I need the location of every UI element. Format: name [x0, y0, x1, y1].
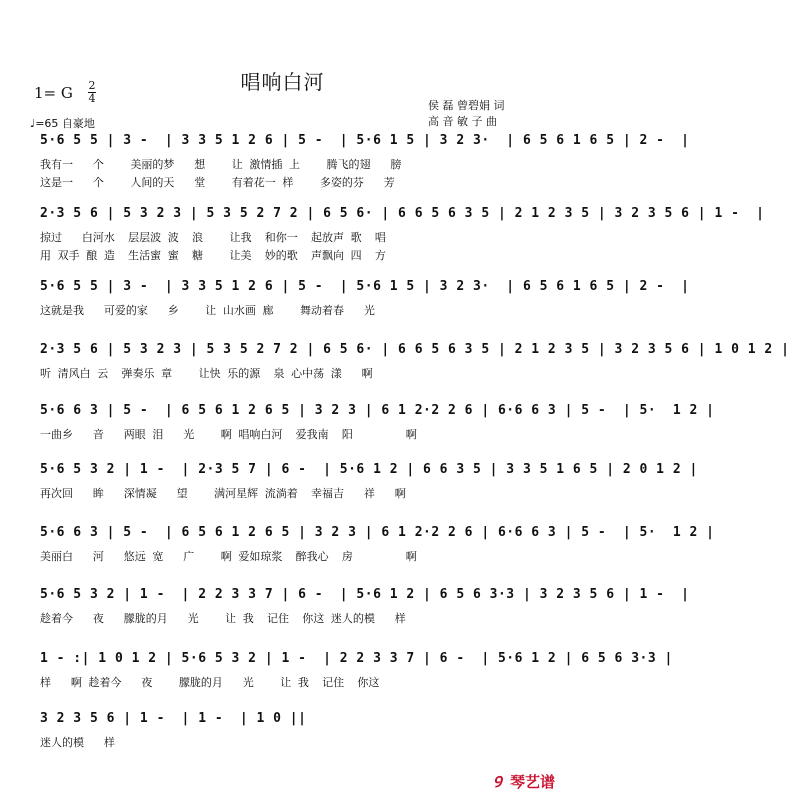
score-line [0, 279, 690, 339]
score-line [0, 206, 765, 266]
time-top: 2 [88, 79, 96, 92]
lyric-line: 一曲乡 音 两眼 泪 光 啊 唱响白河 爱我南 阳 啊 [40, 428, 417, 441]
credits [428, 98, 505, 130]
note-line: 5·6 5 3 2 | 1 - | 2·3 5 7 | 6 - | 5·6 1 2 | 6 6 3 5 | 3 3 5 1 6 5 | 2 0 1 2 | [40, 462, 698, 477]
score-line [0, 651, 673, 711]
score-line [0, 462, 698, 522]
score-line [0, 403, 715, 463]
watermark-logo [493, 771, 555, 792]
logo-icon: Ꝯ [492, 773, 502, 791]
lyric-line: 这就是我 可爱的家 乡 让 山水画 廊 舞动着春 光 [40, 304, 375, 317]
note-line: 5·6 5 5 | 3 - | 3 3 5 1 2 6 | 5 - | 5·6 1 5 | 3 2 3· | 6 5 6 1 6 5 | 2 - | [40, 279, 690, 294]
lyric-line: 再次回 眸 深情凝 望 满河星辉 流淌着 幸福吉 祥 啊 [40, 487, 406, 500]
lyric-line: 迷人的模 样 [40, 736, 115, 749]
lyric-line: 掠过 白河水 层层波 波 浪 让我 和你一 起放声 歌 唱 [40, 231, 386, 244]
score-line [0, 342, 789, 402]
lyric-line: 这是一 个 人间的天 堂 有着花一 样 多姿的芬 芳 [40, 176, 395, 189]
note-line: 5·6 6 3 | 5 - | 6 5 6 1 2 6 5 | 3 2 3 | 6 1 2·2 2 6 | 6·6 6 3 | 5 - | 5· 1 2 | [40, 403, 715, 418]
score-line [0, 711, 565, 771]
composer: 高 音 敏 子 曲 [428, 115, 497, 128]
note-line: 5·6 6 3 | 5 - | 6 5 6 1 2 6 5 | 3 2 3 | 6 1 2·2 2 6 | 6·6 6 3 | 5 - | 5· 1 2 | [40, 525, 715, 540]
lyric-line: 样 啊 趁着今 夜 朦胧的月 光 让 我 记住 你这 [40, 676, 380, 689]
lyric-line: 美丽白 河 悠远 宽 广 啊 爱如琼浆 醉我心 房 啊 [40, 550, 417, 563]
score-line [0, 587, 690, 647]
note-line: 5·6 5 3 2 | 1 - | 2 2 3 3 7 | 6 - | 5·6 1 2 | 6 5 6 3·3 | 3 2 3 5 6 | 1 - | [40, 587, 690, 602]
note-line: 2·3 5 6 | 5 3 2 3 | 5 3 5 2 7 2 | 6 5 6· | 6 6 5 6 3 5 | 2 1 2 3 5 | 3 2 3 5 6 | 1 0 1 2 | [40, 342, 789, 357]
logo-text: 琴艺谱 [509, 773, 555, 791]
lyricist: 侯 磊 曾碧娟 词 [428, 99, 505, 112]
lyric-line: 趁着今 夜 朦胧的月 光 让 我 记住 你这 迷人的模 样 [40, 612, 406, 625]
lyric-line: 听 清风白 云 弹奏乐 章 让快 乐的源 泉 心中荡 漾 啊 [40, 367, 373, 380]
lyric-line: 我有一 个 美丽的梦 想 让 激情插 上 腾飞的翅 膀 [40, 158, 402, 171]
key-signature: 1= G [34, 84, 73, 102]
time-signature [88, 81, 96, 104]
note-line: 5·6 5 5 | 3 - | 3 3 5 1 2 6 | 5 - | 5·6 1 5 | 3 2 3· | 6 5 6 1 6 5 | 2 - | [40, 133, 690, 148]
tempo-marking: ♩=65 自豪地 [30, 117, 95, 130]
page-title: 唱响白河 [240, 70, 325, 94]
note-line: 2·3 5 6 | 5 3 2 3 | 5 3 5 2 7 2 | 6 5 6· | 6 6 5 6 3 5 | 2 1 2 3 5 | 3 2 3 5 6 | 1 - | [40, 206, 765, 221]
time-bottom: 4 [88, 92, 96, 105]
score-line [0, 525, 715, 585]
note-line: 3 2 3 5 6 | 1 - | 1 - | 1 0 || [40, 711, 307, 726]
note-line: 1 - :| 1 0 1 2 | 5·6 5 3 2 | 1 - | 2 2 3 3 7 | 6 - | 5·6 1 2 | 6 5 6 3·3 | [40, 651, 673, 666]
score-line [0, 133, 690, 193]
lyric-line: 用 双手 酿 造 生活蜜 蜜 糖 让美 妙的歌 声飘向 四 方 [40, 249, 386, 262]
